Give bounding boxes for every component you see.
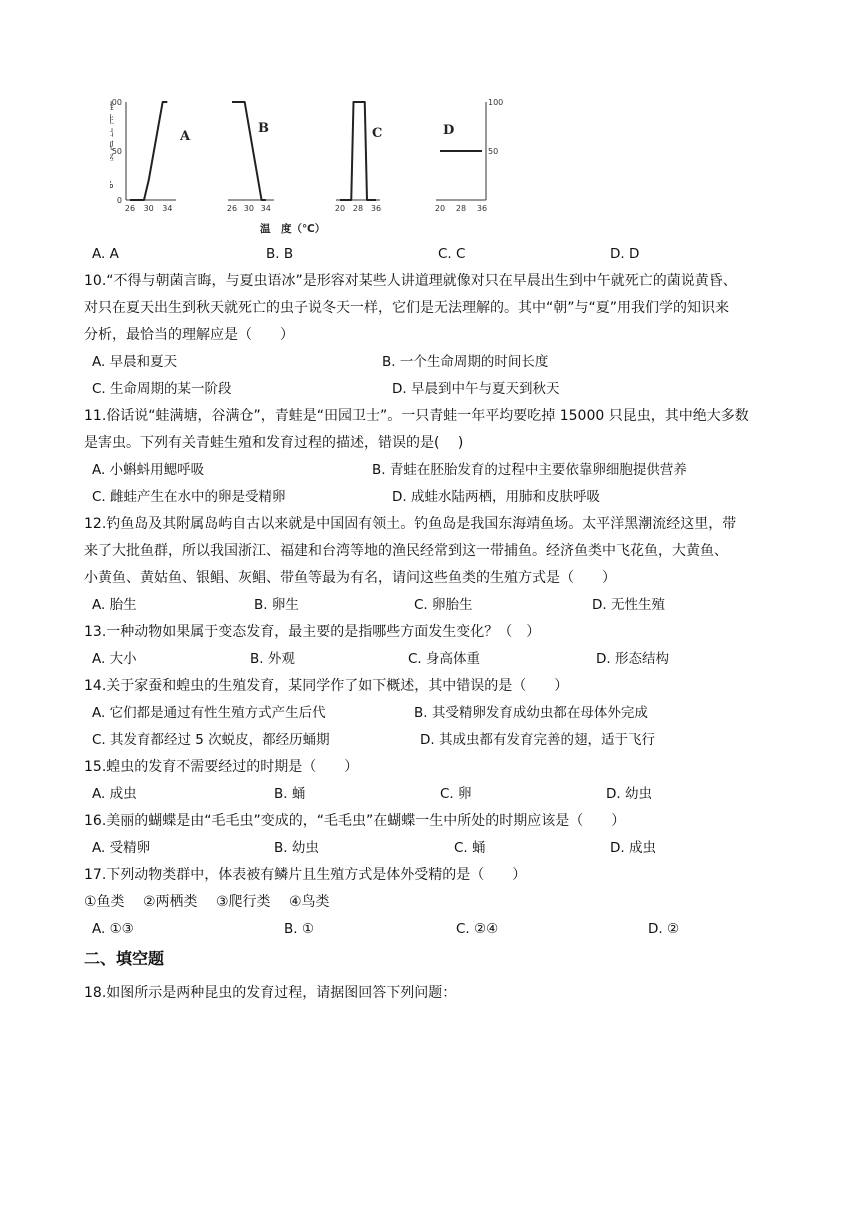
series-line — [130, 102, 167, 200]
q9-option-c[interactable]: C. C — [438, 246, 466, 262]
x-tick-label: 30 — [143, 204, 154, 213]
x-tick-label: 28 — [455, 204, 467, 213]
q15-option-b[interactable]: B. 蛹 — [274, 786, 306, 802]
q11-option-b[interactable]: B. 青蛙在胚胎发育的过程中主要依靠卵细胞提供营养 — [372, 462, 687, 478]
q14-option-b[interactable]: B. 其受精卵发育成幼虫都在母体外完成 — [414, 705, 648, 721]
x-tick-label: 30 — [243, 204, 254, 213]
q17-option-a[interactable]: A. ①③ — [92, 921, 134, 937]
x-tick-label: 34 — [260, 204, 271, 213]
q10-line-2: 对只在夏天出生到秋天就死亡的虫子说冬天一样，它们是无法理解的。其中“朝”与“夏”用我们学的知识来 — [84, 300, 730, 316]
y-tick-label: 50 — [488, 147, 499, 156]
q17-option-b[interactable]: B. ① — [284, 921, 314, 937]
temperature-charts — [110, 92, 530, 242]
y-tick-label: 100 — [488, 98, 504, 107]
q14-option-a[interactable]: A. 它们都是通过有性生殖方式产生后代 — [92, 705, 326, 721]
q14-line-1: 14.关于家蚕和蝗虫的生殖发育，某同学作了如下概述，其中错误的是（ ） — [84, 678, 569, 694]
q13-option-c[interactable]: C. 身高体重 — [408, 651, 481, 667]
q16-line-1: 16.美丽的蝴蝶是由“毛毛虫”变成的，“毛毛虫”在蝴蝶一生中所处的时期应该是（ ） — [84, 813, 626, 829]
panel-letter: C — [372, 126, 383, 141]
q9-option-a[interactable]: A. A — [92, 246, 119, 262]
y-axis-label-char — [110, 180, 114, 191]
q10-option-b[interactable]: B. 一个生命周期的时间长度 — [382, 354, 549, 370]
x-tick-label: 20 — [434, 204, 446, 213]
q10-option-c[interactable]: C. 生命周期的某一阶段 — [92, 381, 232, 397]
series-line — [340, 102, 376, 200]
x-tick-label: 26 — [124, 204, 136, 213]
q16-option-a[interactable]: A. 受精卵 — [92, 840, 151, 856]
y-tick-label: 00 — [111, 98, 122, 107]
q16-option-b[interactable]: B. 幼虫 — [274, 840, 319, 856]
q16-option-d[interactable]: D. 成虫 — [610, 840, 656, 856]
x-tick-label: 26 — [226, 204, 238, 213]
q13-option-d[interactable]: D. 形态结构 — [596, 651, 669, 667]
y-axis-label-char — [110, 126, 114, 139]
panel-letter: D — [443, 123, 455, 138]
q17-option-d[interactable]: D. ② — [648, 921, 680, 937]
q15-option-a[interactable]: A. 成虫 — [92, 786, 137, 802]
q16-option-c[interactable]: C. 蛹 — [454, 840, 486, 856]
q11-line-1: 11.俗话说“蛙满塘，谷满仓”，青蛙是“田园卫士”。一只青蛙一年平均要吃掉 15000 只昆虫，其中绝大多数 — [84, 408, 749, 424]
q10-option-a[interactable]: A. 早晨和夏天 — [92, 354, 178, 370]
q11-option-d[interactable]: D. 成蛙水陆两栖，用肺和皮肤呼吸 — [392, 489, 600, 505]
q10-option-d[interactable]: D. 早晨到中午与夏天到秋天 — [392, 381, 560, 397]
q12-line-3: 小黄鱼、黄姑鱼、银鲳、灰鲳、带鱼等最为有名，请问这些鱼类的生殖方式是（ ） — [84, 570, 616, 586]
q14-option-d[interactable]: D. 其成虫都有发育完善的翅，适于飞行 — [420, 732, 655, 748]
q13-line-1: 13.一种动物如果属于变态发育，最主要的是指哪些方面发生变化？（ ） — [84, 624, 541, 640]
x-tick-label: 34 — [162, 204, 173, 213]
x-tick-label: 28 — [352, 204, 364, 213]
panel-letter: A — [180, 129, 191, 144]
q14-option-c[interactable]: C. 其发育都经过 5 次蜕皮，都经历蛹期 — [92, 732, 330, 748]
q12-line-2: 来了大批鱼群，所以我国浙江、福建和台湾等地的渔民经常到这一带捕鱼。经济鱼类中飞花鱼，大黄鱼、 — [84, 543, 728, 559]
y-axis-label-char — [110, 113, 114, 126]
x-axis-label: 温 度（℃） — [260, 223, 326, 235]
q11-option-a[interactable]: A. 小蝌蚪用鳃呼吸 — [92, 462, 205, 478]
q12-option-a[interactable]: A. 胎生 — [92, 597, 137, 613]
q17-line-1: 17.下列动物类群中，体表被有鳞片且生殖方式是体外受精的是（ ） — [84, 867, 527, 883]
q12-option-b[interactable]: B. 卵生 — [254, 597, 299, 613]
q9-option-b[interactable]: B. B — [266, 246, 294, 262]
q18-line-1: 18.如图所示是两种昆虫的发育过程，请据图回答下列问题： — [84, 985, 457, 1001]
q17-sub-items: ①鱼类 ②两栖类 ③爬行类 ④鸟类 — [84, 894, 330, 910]
q10-line-1: 10.“不得与朝菌言晦，与夏虫语冰”是形容对某些人讲道理就像对只在早晨出生到中午就死亡的菌说黄昏、 — [84, 273, 737, 289]
q11-line-2: 是害虫。下列有关青蛙生殖和发育过程的描述，错误的是( ) — [84, 435, 464, 451]
x-tick-label: 36 — [476, 204, 488, 213]
q12-line-1: 12.钓鱼岛及其附属岛屿自古以来就是中国固有领土。钓鱼岛是我国东海靖鱼场。太平洋黑潮流经这里，带 — [84, 516, 737, 532]
x-tick-label: 20 — [334, 204, 346, 213]
section-heading-fill-in: 二、填空题 — [84, 949, 165, 968]
q15-option-d[interactable]: D. 幼虫 — [606, 786, 652, 802]
temperature-figure — [110, 92, 530, 242]
q9-option-d[interactable]: D. D — [610, 246, 640, 262]
y-tick-label: 0 — [116, 196, 122, 205]
q10-line-3: 分析，最恰当的理解应是（ ） — [84, 327, 294, 343]
q11-option-c[interactable]: C. 雌蛙产生在水中的卵是受精卵 — [92, 489, 286, 505]
panel-letter: B — [258, 121, 269, 136]
x-tick-label: 36 — [370, 204, 382, 213]
q15-line-1: 15.蝗虫的发育不需要经过的时期是（ ） — [84, 759, 359, 775]
q17-option-c[interactable]: C. ②④ — [456, 921, 499, 937]
q13-option-b[interactable]: B. 外观 — [250, 651, 295, 667]
q12-option-c[interactable]: C. 卵胎生 — [414, 597, 473, 613]
series-line — [232, 102, 266, 200]
q15-option-c[interactable]: C. 卵 — [440, 786, 472, 802]
y-tick-label: 50 — [111, 147, 122, 156]
q13-option-a[interactable]: A. 大小 — [92, 651, 137, 667]
q12-option-d[interactable]: D. 无性生殖 — [592, 597, 665, 613]
